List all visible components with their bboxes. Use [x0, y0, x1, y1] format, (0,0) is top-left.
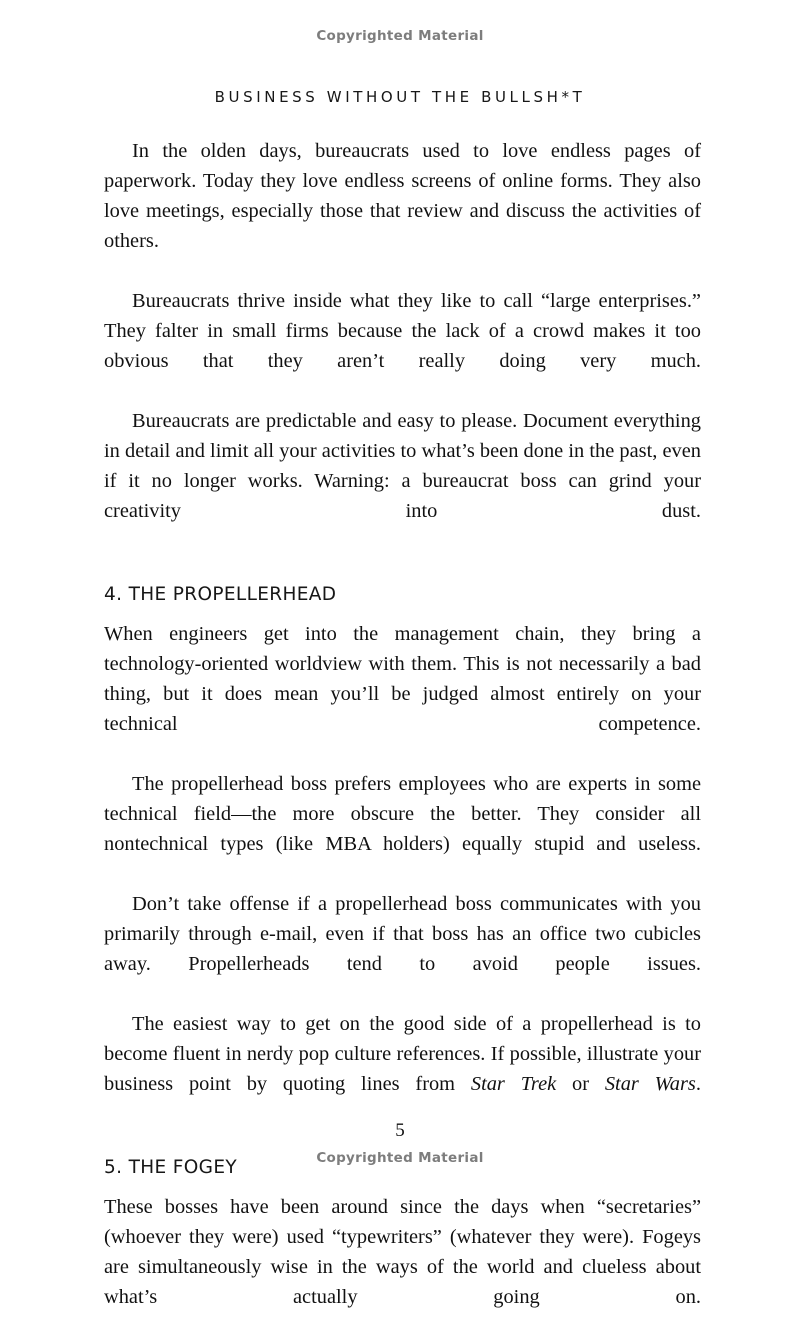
title-star-trek: Star Trek: [470, 1073, 557, 1095]
section-heading-propellerhead: 4. THE PROPELLERHEAD: [104, 584, 337, 605]
copyright-watermark-bottom: Copyrighted Material: [316, 1150, 484, 1166]
paragraph: These bosses have been around since the days when “secretaries” (whoever they were) used “typewriters” (whatever they were). Fogeys are simultaneously wise in the ways of the world and clueless about what’s actually going on.: [104, 1196, 701, 1308]
running-head-title: BUSINESS WITHOUT THE BULLSH*T: [214, 88, 586, 106]
paragraph: Don’t take offense if a propellerhead boss communicates with you primarily through e-mail, even if that boss has an office two cubicles away. Propellerheads tend to avoid people issues.: [104, 893, 701, 975]
paragraph-text-tail: .: [695, 1073, 701, 1095]
paragraph: When engineers get into the management chain, they bring a technology-oriented worldview with them. This is not necessarily a bad thing, but it does mean you’ll be judged almost entirely on your technical competence.: [104, 623, 701, 735]
paragraph: [104, 1009, 701, 1129]
paragraph-text-conjunction: or: [556, 1073, 605, 1095]
page-number: 5: [395, 1120, 405, 1141]
copyright-watermark-top: Copyrighted Material: [316, 28, 484, 44]
paragraph: Bureaucrats are predictable and easy to please. Document everything in detail and limit all your activities to what’s been done in the past, even if it no longer works. Warning: a bureaucrat boss can grind your creativity into dust.: [104, 410, 701, 522]
section-heading-fogey: 5. THE FOGEY: [104, 1157, 238, 1178]
title-star-wars: Star Wars: [604, 1073, 696, 1095]
paragraph: In the olden days, bureaucrats used to love endless pages of paperwork. Today they love endless screens of online forms. They also love meetings, especially those that review and discuss the activities of others.: [104, 140, 701, 252]
paragraph: The propellerhead boss prefers employees who are experts in some technical field—the more obscure the better. They consider all nontechnical types (like MBA holders) equally stupid and useless.: [104, 773, 701, 855]
paragraph-text-lead: The easiest way to get on the good side of a propellerhead is to become fluent in nerdy pop culture references. If possible, illustrate your business point by quoting lines from: [104, 1013, 701, 1095]
paragraph: Bureaucrats thrive inside what they like to call “large enterprises.” They falter in small firms because the lack of a crowd makes it too obvious that they aren’t really doing very much.: [104, 290, 701, 372]
